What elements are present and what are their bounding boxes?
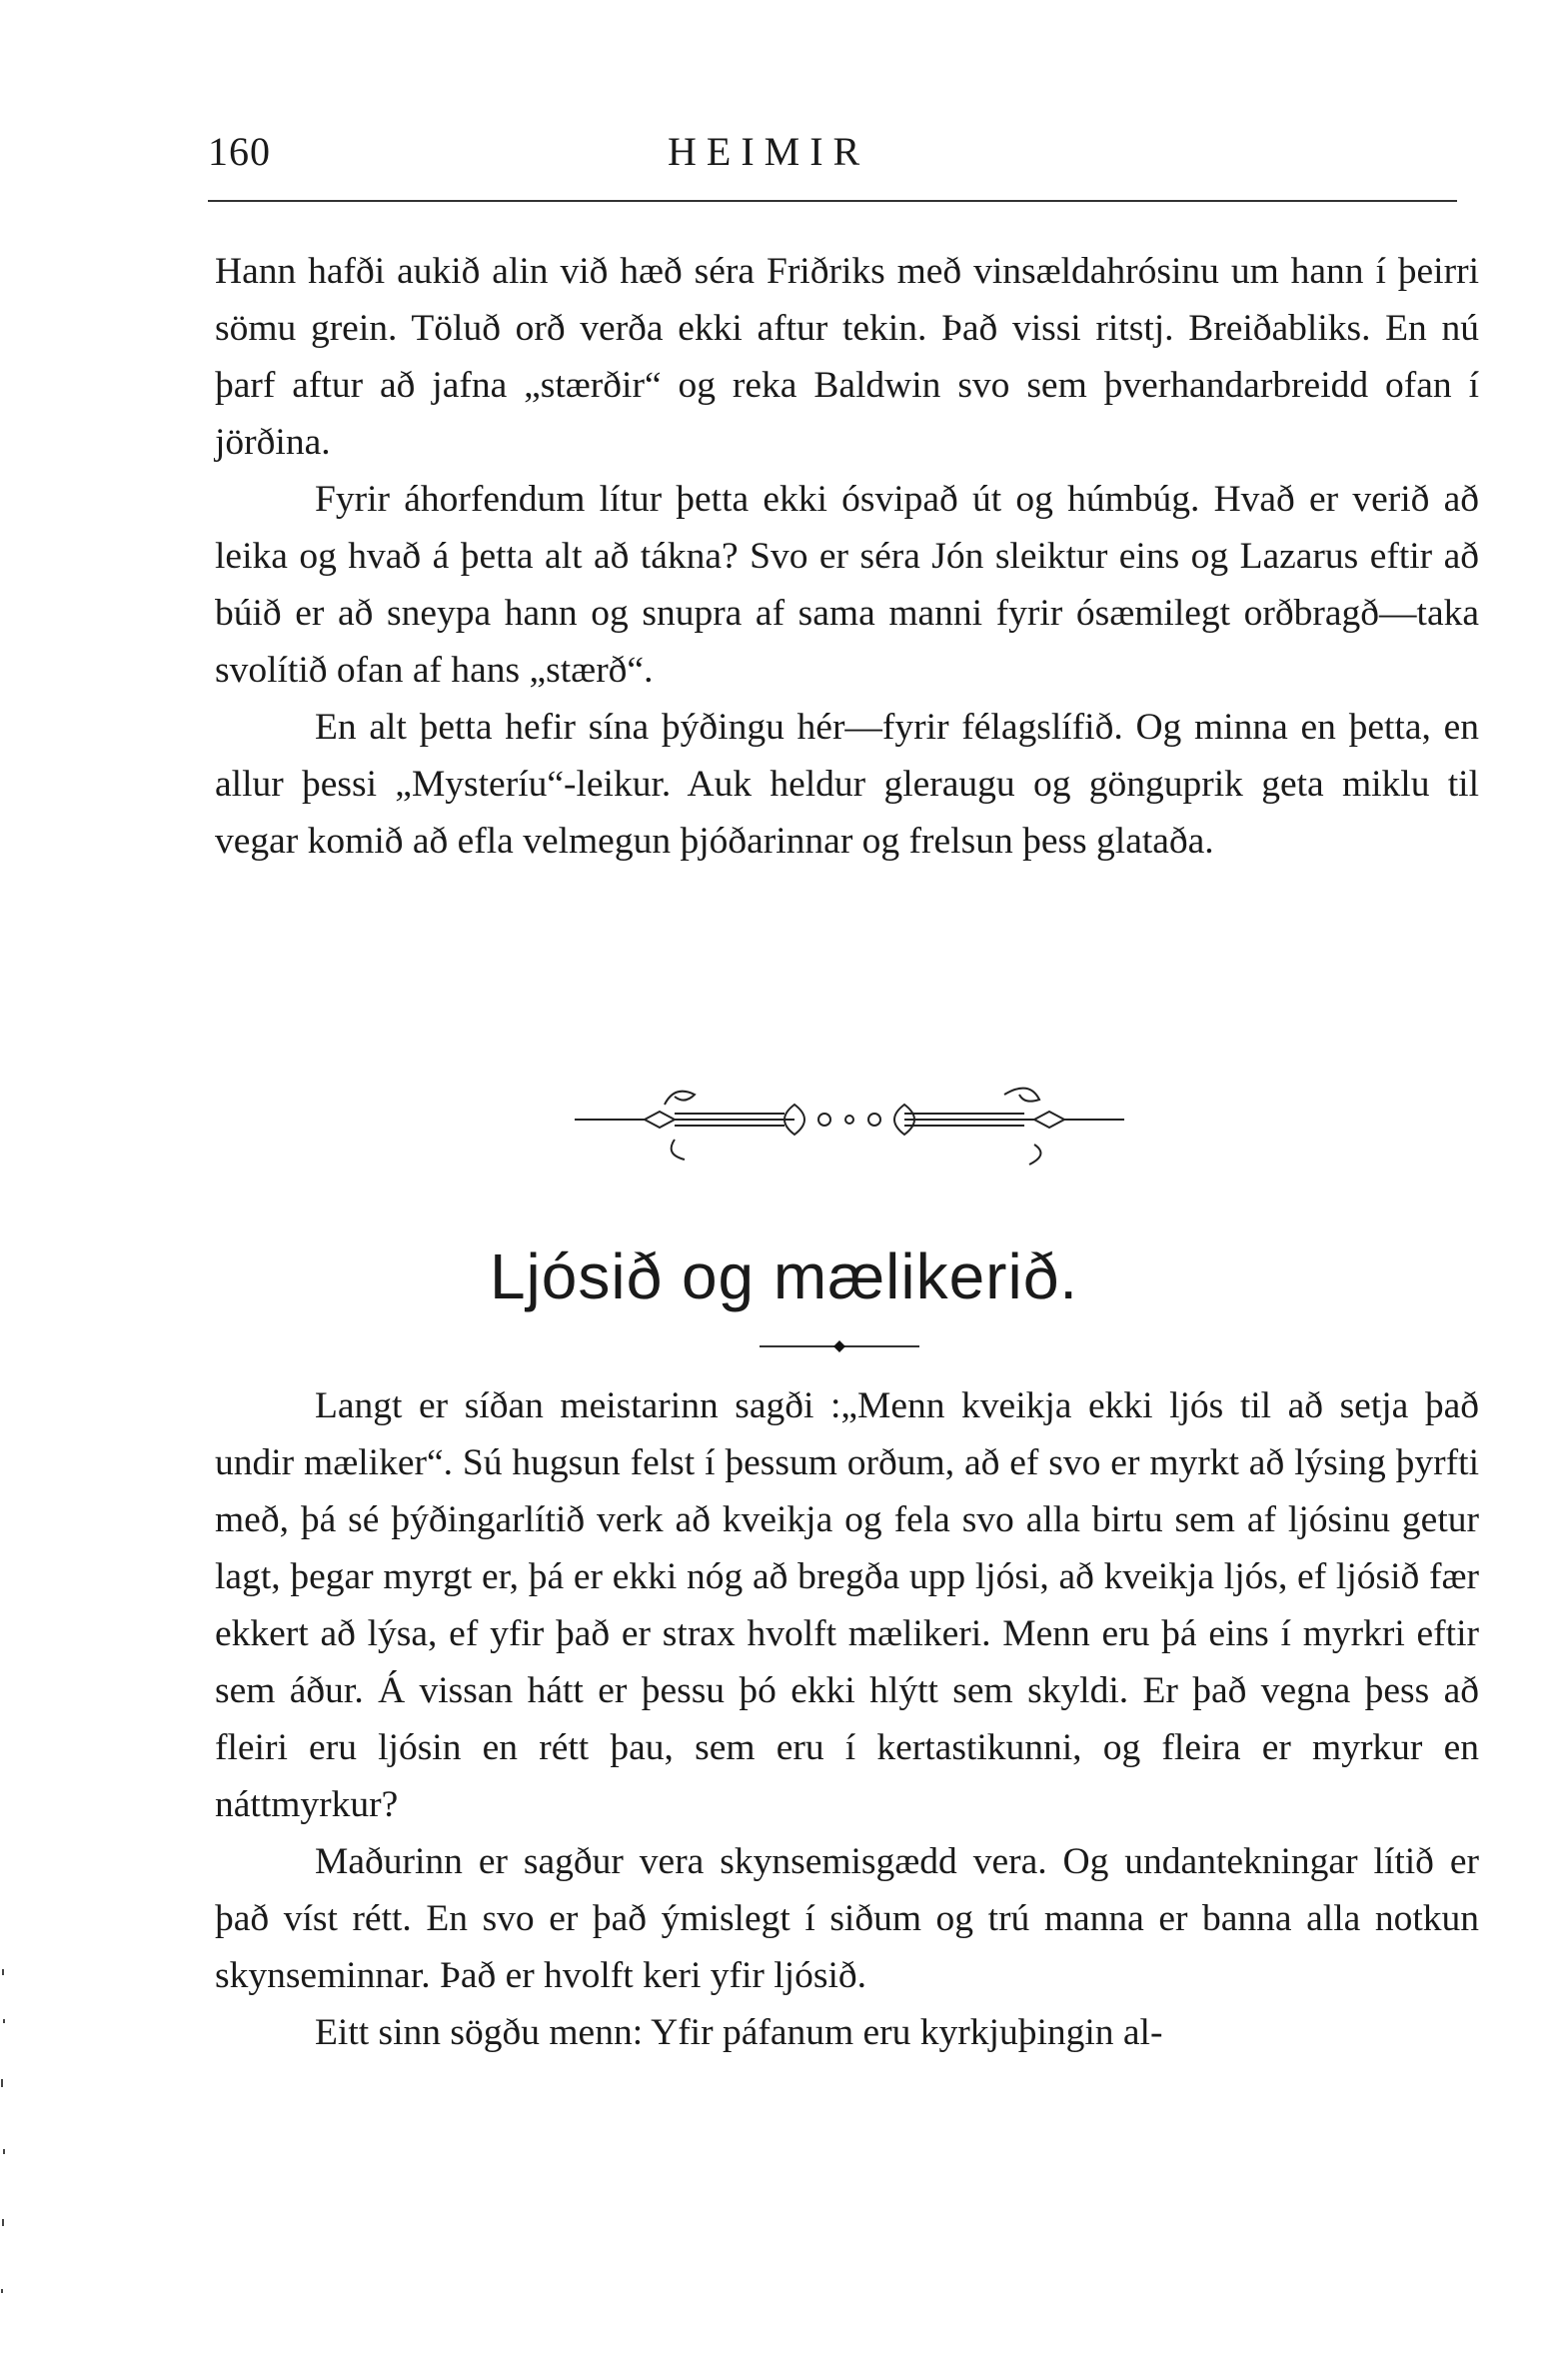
paragraph: Hann hafði aukið alin við hæð séra Friðriks með vinsældahrósinu um hann í þeirri sömu grein. Töluð orð verða ekki aftur tekin. Það vissi ritstj. Breiðabliks. En nú þarf aftur að jafna „stærðir“ og reka Baldwin svo sem þverhandarbreidd ofan í jörðina.: [215, 251, 1479, 463]
title-divider: [760, 1339, 919, 1353]
paragraph: Langt er síðan meistarinn sagði :„Menn kveikja ekki ljós til að setja það undir mæliker“. Sú hugsun felst í þessum orðum, að ef svo er myrkt að lýsing þyrfti með, þá sé þýðingarlítið verk að kveikja og fela svo alla birtu sem af ljósinu getur lagt, þegar myrgt er, þá er ekki nóg að bregða upp ljósi, að kveikja ljós, ef ljósið fær ekkert að lýsa, ef yfir það er strax hvolft mælikeri. Menn eru þá eins í myrkri eftir sem áður. Á vissan hátt er þessu þó ekki hlýtt sem skyldi. Er það vegna þess að fleiri eru ljósin en rétt þau, sem eru í kertastikunni, og fleira er myrkur en náttmyrkur?: [215, 1385, 1479, 1825]
section-title: Ljósið og mælikerið.: [489, 1240, 1079, 1312]
paragraph: Maðurinn er sagður vera skynsemisgædd vera. Og undantekningar lítið er það víst rétt. En svo er það ýmislegt í siðum og trú manna er banna alla notkun skynseminnar. Það er hvolft keri yfir ljósið.: [215, 1841, 1479, 1996]
header-rule: [208, 200, 1457, 202]
page-header: [208, 128, 1457, 188]
paragraph: Eitt sinn sögðu menn: Yfir páfanum eru kyrkjuþingin al-: [315, 2012, 1163, 2053]
paragraph: En alt þetta hefir sína þýðingu hér—fyrir félagslífið. Og minna en þetta, en allur þessi „Mysteríu“-leikur. Auk heldur gleraugu og gönguprik geta miklu til vegar komið að efla velmegun þjóðarinnar og frelsun þess glataða.: [215, 707, 1479, 862]
section-1-text: [215, 243, 1479, 870]
paragraph: Fyrir áhorfendum lítur þetta ekki ósvipað út og húmbúg. Hvað er verið að leika og hvað á þetta alt að tákna? Svo er séra Jón sleiktur eins og Lazarus eftir að búið er að sneypa hann og snupra af sama manni fyrir ósæmilegt orðbragð—taka svolítið ofan af hans „stærð“.: [215, 479, 1479, 691]
ornament-divider: [565, 1065, 1134, 1175]
page-edge-speckles: [0, 1959, 8, 2359]
running-head: HEIMIR: [668, 129, 870, 174]
section-2-text: [215, 1377, 1479, 2061]
page-number: 160: [208, 129, 271, 174]
